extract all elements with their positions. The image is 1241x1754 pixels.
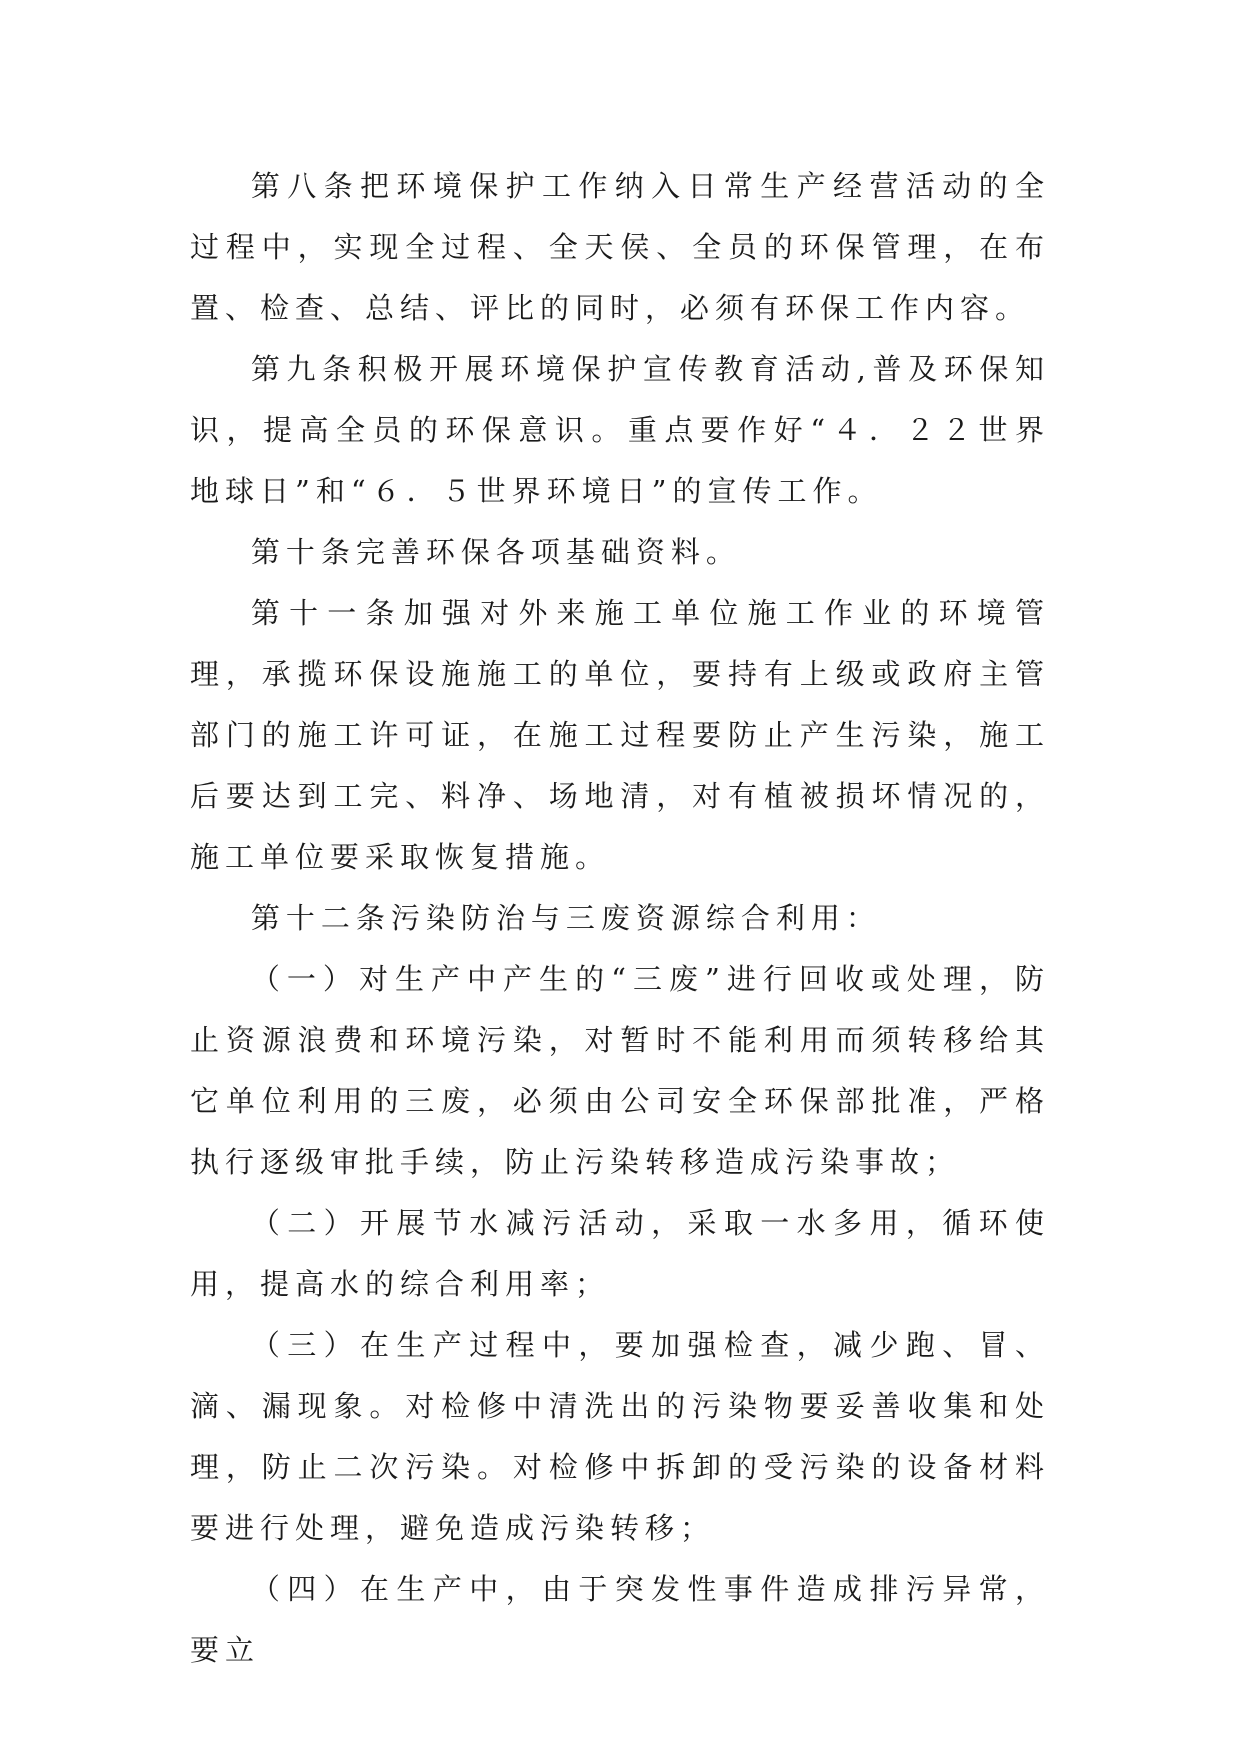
paragraph-item-1: （一）对生产中产生的“三废”进行回收或处理，防止资源浪费和环境污染，对暂时不能利用而须转移给其它单位利用的三废，必须由公司安全环保部批准，严格执行逐级审批手续，防止污染转移造成污染事故；: [190, 962, 1050, 1179]
paragraph-item-2: （二）开展节水减污活动，采取一水多用，循环使用，提高水的综合利用率；: [190, 1206, 1050, 1301]
paragraph-article-9: 第九条积极开展环境保护宣传教育活动,普及环保知识，提高全员的环保意识。重点要作好“４．２２世界地球日”和“６．５世界环境日”的宣传工作。: [190, 352, 1050, 508]
paragraph-article-11: 第十一条加强对外来施工单位施工作业的环境管理，承揽环保设施施工的单位，要持有上级或政府主管部门的施工许可证，在施工过程要防止产生污染，施工后要达到工完、料净、场地清，对有植被损坏情况的，施工单位要采取恢复措施。: [190, 596, 1050, 874]
paragraph-article-10: 第十条完善环保各项基础资料。: [250, 535, 741, 569]
paragraph-item-4: （四）在生产中，由于突发性事件造成排污异常，要立: [190, 1572, 1050, 1667]
paragraph-item-3: （三）在生产过程中，要加强检查，减少跑、冒、滴、漏现象。对检修中清洗出的污染物要妥善收集和处理，防止二次污染。对检修中拆卸的受污染的设备材料要进行处理，避免造成污染转移；: [190, 1328, 1050, 1545]
document-body: [190, 156, 1050, 1681]
paragraph-article-12: 第十二条污染防治与三废资源综合利用：: [250, 901, 881, 935]
paragraph-article-8: 第八条把环境保护工作纳入日常生产经营活动的全过程中，实现全过程、全天侯、全员的环保管理，在布置、检查、总结、评比的同时，必须有环保工作内容。: [190, 169, 1050, 325]
